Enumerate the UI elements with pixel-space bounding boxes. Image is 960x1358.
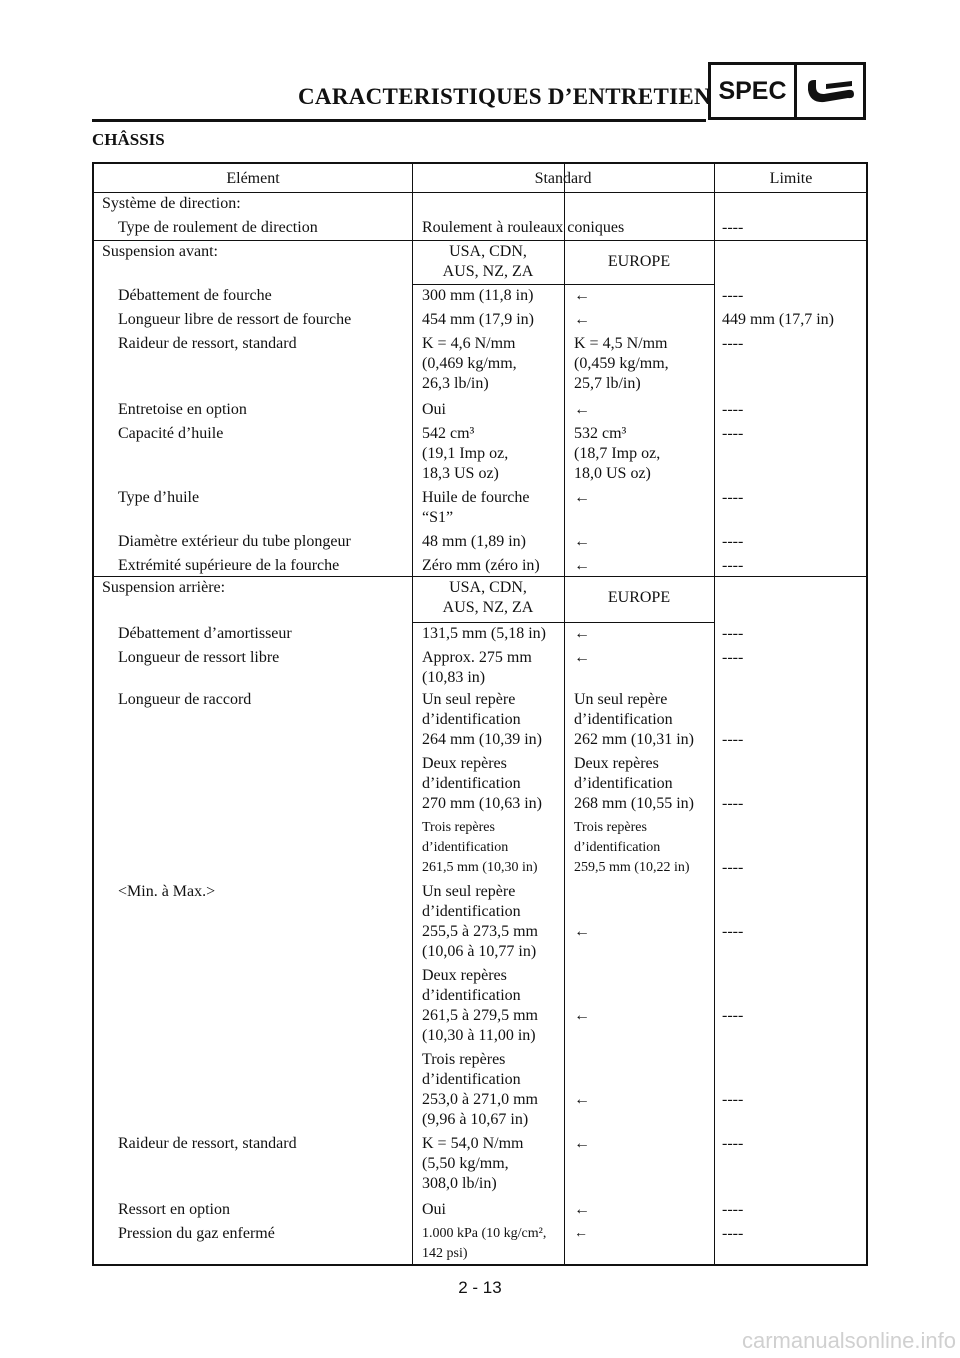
row-label: Entretoise en option (118, 401, 247, 418)
row-standard: Trois repères d’identification 261,5 mm (10,30 in) (422, 820, 538, 875)
row-limit: ---- (722, 219, 744, 236)
row-europe: 532 cm³ (18,7 Imp oz, 18,0 US oz) (574, 425, 661, 482)
row-europe: ← (574, 533, 590, 550)
row-limit: ---- (722, 649, 744, 666)
row-europe: ← (574, 1226, 588, 1241)
row-label: Type d’huile (118, 489, 200, 506)
row-standard: Deux repères d’identification 270 mm (10,63 in) (422, 755, 542, 812)
row-label: Longueur libre de ressort de fourche (118, 311, 352, 328)
row-label: Type de roulement de direction (118, 219, 318, 236)
row-limit: ---- (722, 731, 744, 748)
group-steering: Système de direction: (102, 195, 241, 212)
row-label: Longueur de ressort libre (118, 649, 280, 666)
spec-label: SPEC (711, 65, 797, 117)
row-label: Capacité d’huile (118, 425, 224, 442)
row-europe: ← (574, 923, 590, 940)
row-standard: 300 mm (11,8 in) (422, 287, 534, 304)
row-standard: 48 mm (1,89 in) (422, 533, 526, 550)
row-standard: Oui (422, 1201, 446, 1218)
watermark: carmanualsonline.info (741, 1328, 956, 1353)
row-europe: ← (574, 625, 590, 642)
row-standard: 454 mm (17,9 in) (422, 311, 534, 328)
row-limit: 449 mm (17,7 in) (722, 311, 834, 328)
row-limit: ---- (722, 489, 744, 506)
row-standard: Un seul repère d’identification 264 mm (10,39 in) (422, 691, 542, 748)
region-europe: EUROPE (607, 253, 671, 270)
row-standard: Huile de fourche “S1” (422, 489, 530, 526)
page-header-title: CARACTERISTIQUES D’ENTRETIEN (298, 84, 711, 109)
specs-table (92, 162, 868, 1266)
row-limit: ---- (722, 859, 744, 876)
row-standard: K = 4,6 N/mm (0,469 kg/mm, 26,3 lb/in) (422, 335, 517, 392)
row-europe: Un seul repère d’identification 262 mm (10,31 in) (574, 691, 694, 748)
row-limit: ---- (722, 1225, 744, 1242)
row-label: Longueur de raccord (118, 691, 252, 708)
row-europe: ← (574, 287, 590, 304)
row-europe: ← (574, 401, 590, 418)
region-usa: USA, CDN, AUS, NZ, ZA (442, 579, 534, 616)
row-europe: ← (574, 557, 590, 574)
section-title: CHÂSSIS (92, 130, 165, 149)
row-europe: ← (574, 1201, 590, 1218)
row-standard: Un seul repère d’identification 255,5 à 273,5 mm (10,06 à 10,77 in) (422, 883, 538, 960)
row-limit: ---- (722, 1201, 744, 1218)
header-rule (92, 119, 706, 122)
row-limit: ---- (722, 335, 744, 352)
row-standard: Approx. 275 mm (10,83 in) (422, 649, 532, 686)
row-limit: ---- (722, 557, 744, 574)
row-europe: ← (574, 1091, 590, 1108)
row-standard: Deux repères d’identification 261,5 à 279,5 mm (10,30 à 11,00 in) (422, 967, 538, 1044)
row-europe: ← (574, 311, 590, 328)
row-label: Pression du gaz enfermé (118, 1225, 275, 1242)
row-label: Extrémité supérieure de la fourche (118, 557, 340, 574)
row-limit: ---- (722, 923, 744, 940)
row-limit: ---- (722, 401, 744, 418)
row-label: Ressort en option (118, 1201, 230, 1218)
row-limit: ---- (722, 425, 744, 442)
page-number: 2 - 13 (458, 1278, 502, 1297)
col-header-limit: Limite (769, 170, 813, 187)
row-limit: ---- (722, 1135, 744, 1152)
row-limit: ---- (722, 625, 744, 642)
row-europe: ← (574, 649, 590, 666)
row-europe: ← (574, 1135, 590, 1152)
row-standard: Trois repères d’identification 253,0 à 271,0 mm (9,96 à 10,67 in) (422, 1051, 538, 1128)
row-europe: ← (574, 1007, 590, 1024)
row-limit: ---- (722, 1091, 744, 1108)
row-label: Diamètre extérieur du tube plongeur (118, 533, 351, 550)
row-europe: Trois repères d’identification 259,5 mm (10,22 in) (574, 820, 690, 875)
row-europe: K = 4,5 N/mm (0,459 kg/mm, 25,7 lb/in) (574, 335, 669, 392)
row-standard: 131,5 mm (5,18 in) (422, 625, 546, 642)
row-standard: 1.000 kPa (10 kg/cm², 142 psi) (422, 1226, 547, 1261)
row-limit: ---- (722, 1007, 744, 1024)
row-label: Raideur de ressort, standard (118, 1135, 297, 1152)
row-label: Débattement de fourche (118, 287, 272, 304)
group-rear: Suspension arrière: (102, 579, 226, 596)
col-header-element: Elément (226, 170, 280, 187)
col-header-standard: Standard (534, 170, 592, 187)
row-limit: ---- (722, 533, 744, 550)
row-europe: Deux repères d’identification 268 mm (10,55 in) (574, 755, 694, 812)
row-standard: Roulement à rouleaux coniques (422, 219, 625, 236)
row-europe: ← (574, 489, 590, 506)
spec-badge (708, 62, 866, 120)
row-standard: Oui (422, 401, 446, 418)
row-standard: Zéro mm (zéro in) (422, 557, 540, 574)
row-standard: 542 cm³ (19,1 Imp oz, 18,3 US oz) (422, 425, 509, 482)
row-standard: K = 54,0 N/mm (5,50 kg/mm, 308,0 lb/in) (422, 1135, 524, 1192)
row-limit: ---- (722, 287, 744, 304)
row-limit: ---- (722, 795, 744, 812)
region-europe: EUROPE (607, 589, 671, 606)
region-usa: USA, CDN, AUS, NZ, ZA (442, 243, 534, 280)
wrench-icon (797, 65, 863, 117)
row-label: Débattement d’amortisseur (118, 625, 292, 642)
row-label: Raideur de ressort, standard (118, 335, 297, 352)
group-front: Suspension avant: (102, 243, 218, 260)
row-label: <Min. à Max.> (118, 883, 216, 900)
